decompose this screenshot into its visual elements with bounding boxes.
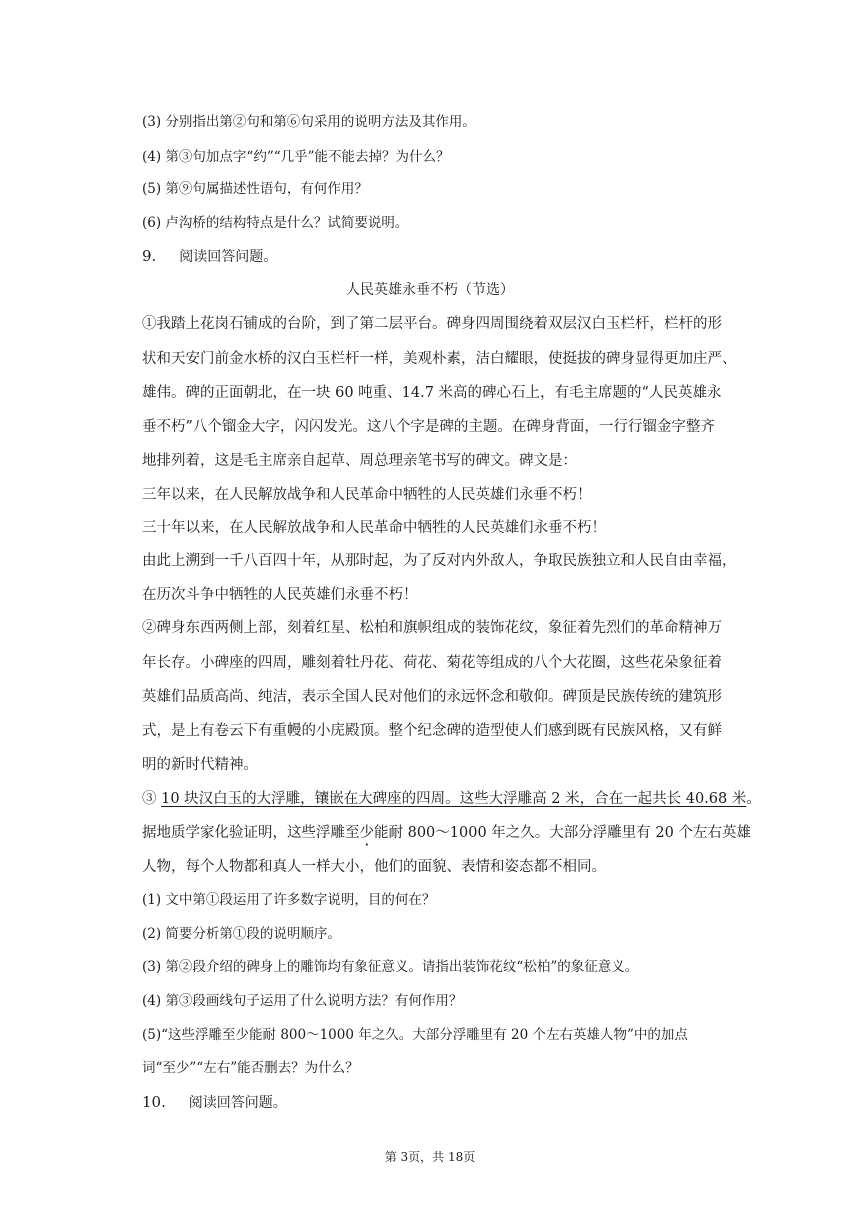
- question-item: (5)“这些浮雕至少能耐 800～1000 年之久。大部分浮雕里有 20 个左右英雄人物”中的加点: [142, 1027, 688, 1043]
- question-item: (1) 文中第①段运用了许多数字说明，目的何在？: [142, 892, 436, 908]
- question-item: (4) 第③句加点字“约”“几乎”能不能去掉？为什么？: [142, 149, 450, 165]
- article-title: 人民英雄永垂不朽（节选）: [346, 282, 514, 298]
- emphasis-dot-char: 少: [359, 825, 374, 841]
- article-line: 三十年以来，在人民解放战争和人民革命中牺牲的人民英雄们永垂不朽！: [142, 520, 606, 536]
- article-line: 由此上溯到一千八百四十年，从那时起，为了反对内外敌人，争取民族独立和人民自由幸福，: [142, 553, 737, 569]
- question-item: (2) 简要分析第①段的说明顺序。: [142, 926, 341, 942]
- question-number: 9.: [142, 247, 157, 265]
- text-segment: 能耐 800～1000 年之久。大部分浮雕里有 20 个左右英雄: [374, 825, 751, 841]
- article-line: 人物，每个人物都和真人一样大小，他们的面貌、表情和姿态都不相同。: [142, 859, 606, 875]
- question-9-heading: [142, 246, 756, 267]
- sentence-end: 。: [746, 791, 761, 807]
- question-10-heading: [142, 1092, 756, 1113]
- question-item: (3) 第②段介绍的碑身上的雕饰均有象征意义。请指出装饰花纹“松柏”的象征意义。: [142, 959, 639, 975]
- article-line: 地排列着，这是毛主席亲自起草、周总理亲笔书写的碑文。碑文是：: [142, 453, 577, 469]
- question-item: 词“至少”“左右”能否删去？为什么？: [142, 1060, 359, 1076]
- article-line: 三年以来，在人民解放战争和人民革命中牺牲的人民英雄们永垂不朽！: [142, 487, 592, 503]
- article-line: 雄伟。碑的正面朝北，在一块 60 吨重、14.7 米高的碑心石上，有毛主席题的“人民英雄永: [142, 385, 722, 401]
- question-item: (3) 分别指出第②句和第⑥句采用的说明方法及其作用。: [142, 114, 476, 130]
- article-line: 垂不朽”八个镏金大字，闪闪发光。这八个字是碑的主题。在碑身背面，一行行镏金字整齐: [142, 419, 715, 435]
- underlined-sentence: 10 块汉白玉的大浮雕，镶嵌在大碑座的四周。这些大浮雕高 2 米，合在一起共长 40.68 米: [161, 791, 747, 807]
- page-footer: 第 3页，共 18页: [384, 1150, 476, 1164]
- article-line: 状和天安门前金水桥的汉白玉栏杆一样，美观朴素，洁白耀眼，使挺拔的碑身显得更加庄严、: [142, 351, 737, 367]
- question-item: (6) 卢沟桥的结构特点是什么？试简要说明。: [142, 215, 409, 231]
- question-item: (4) 第③段画线句子运用了什么说明方法？有何作用？: [142, 993, 463, 1009]
- article-line: [142, 823, 756, 843]
- article-line: 在历次斗争中牺牲的人民英雄们永垂不朽！: [142, 587, 418, 603]
- article-line: 英雄们品质高尚、纯洁，表示全国人民对他们的永远怀念和敬仰。碑顶是民族传统的建筑形: [142, 689, 722, 705]
- article-line: ①我踏上花岗石铺成的台阶，到了第二层平台。碑身四周围绕着双层汉白玉栏杆，栏杆的形: [142, 316, 722, 332]
- question-number: 10.: [142, 1093, 166, 1111]
- text-segment: 据地质学家化验证明，这些浮雕至: [142, 825, 360, 841]
- paragraph-marker: ③: [142, 791, 162, 807]
- question-prompt: 阅读回答问题。: [188, 1095, 287, 1111]
- article-line: 式，是上有卷云下有重幔的小庑殿顶。整个纪念碑的造型使人们感到既有民族风格，又有鲜: [142, 723, 722, 739]
- question-prompt: 阅读回答问题。: [179, 249, 278, 265]
- article-line: 年长存。小碑座的四周，雕刻着牡丹花、荷花、菊花等组成的八个大花圈，这些花朵象征着: [142, 655, 722, 671]
- article-line: ②碑身东西两侧上部，刻着红星、松柏和旗帜组成的装饰花纹，象征着先烈们的革命精神万: [142, 620, 722, 636]
- question-item: (5) 第⑨句属描述性语句，有何作用？: [142, 181, 368, 197]
- article-line: 明的新时代精神。: [142, 757, 258, 773]
- article-line-underlined: [142, 789, 761, 809]
